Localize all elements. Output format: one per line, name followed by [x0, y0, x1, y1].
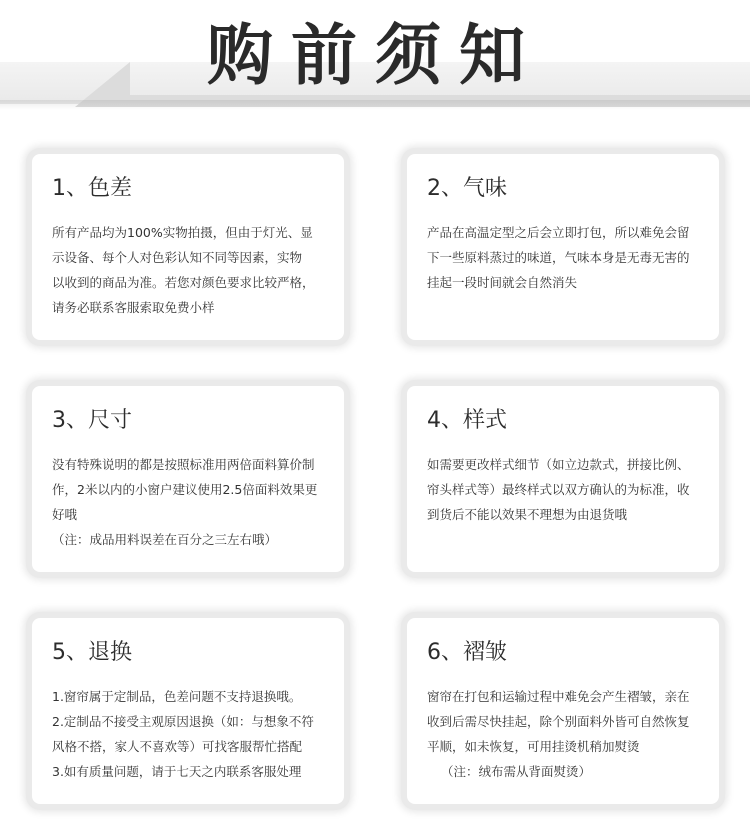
card-line: 示设备、每个人对色彩认知不同等因素，实物 — [52, 250, 303, 265]
notice-card-odor — [407, 154, 719, 340]
card-note: （注：成品用料误差在百分之三左右哦） — [52, 532, 278, 547]
card-line: 请务必联系客服索取免费小样 — [52, 300, 215, 315]
card-line: 2.定制品不接受主观原因退换（如：与想象不符 — [52, 714, 314, 729]
card-line: 平顺，如未恢复，可用挂烫机稍加熨烫 — [427, 739, 640, 754]
card-heading: 1、色差 — [52, 176, 132, 201]
card-body — [427, 452, 701, 527]
card-heading: 6、褶皱 — [427, 640, 507, 665]
card-heading: 5、退换 — [52, 640, 132, 665]
card-heading: 3、尺寸 — [52, 408, 132, 433]
page-title: 购前须知 — [207, 17, 543, 94]
card-line: 到货后不能以效果不理想为由退货哦 — [427, 507, 628, 522]
card-line: 1.窗帘属于定制品，色差问题不支持退换哦。 — [52, 689, 302, 704]
card-line: 窗帘在打包和运输过程中难免会产生褶皱，亲在 — [427, 689, 690, 704]
notice-card-returns — [32, 618, 344, 804]
card-line: 帘头样式等）最终样式以双方确认的为标准，收 — [427, 482, 690, 497]
card-line: 下一些原料蒸过的味道，气味本身是无毒无害的 — [427, 250, 690, 265]
card-line: 收到后需尽快挂起，除个别面料外皆可自然恢复 — [427, 714, 690, 729]
card-line: 风格不搭，家人不喜欢等）可找客服帮忙搭配 — [52, 739, 303, 754]
card-body — [52, 452, 326, 552]
card-body — [52, 220, 326, 320]
notice-card-color-difference — [32, 154, 344, 340]
card-note: （注：绒布需从背面熨烫） — [441, 764, 592, 779]
card-line: 没有特殊说明的都是按照标准用两倍面料算价制 — [52, 457, 315, 472]
card-body — [52, 684, 326, 784]
notice-card-style — [407, 386, 719, 572]
notice-card-size — [32, 386, 344, 572]
card-body — [427, 684, 701, 784]
card-heading: 4、样式 — [427, 408, 507, 433]
card-line: 作，2米以内的小窗户建议使用2.5倍面料效果更 — [52, 482, 318, 497]
card-body — [427, 220, 701, 295]
notice-card-wrinkles — [407, 618, 719, 804]
card-line: 好哦 — [52, 507, 78, 522]
card-line: 所有产品均为100%实物拍摄，但由于灯光、显 — [52, 225, 313, 240]
header-banner — [0, 0, 750, 120]
card-line: 如需要更改样式细节（如立边款式，拼接比例、 — [427, 457, 690, 472]
card-line: 挂起一段时间就会自然消失 — [427, 275, 578, 290]
card-line: 产品在高温定型之后会立即打包，所以难免会留 — [427, 225, 690, 240]
card-heading: 2、气味 — [427, 176, 507, 201]
card-line: 以收到的商品为准。若您对颜色要求比较严格， — [52, 275, 315, 290]
card-line: 3.如有质量问题，请于七天之内联系客服处理 — [52, 764, 302, 779]
